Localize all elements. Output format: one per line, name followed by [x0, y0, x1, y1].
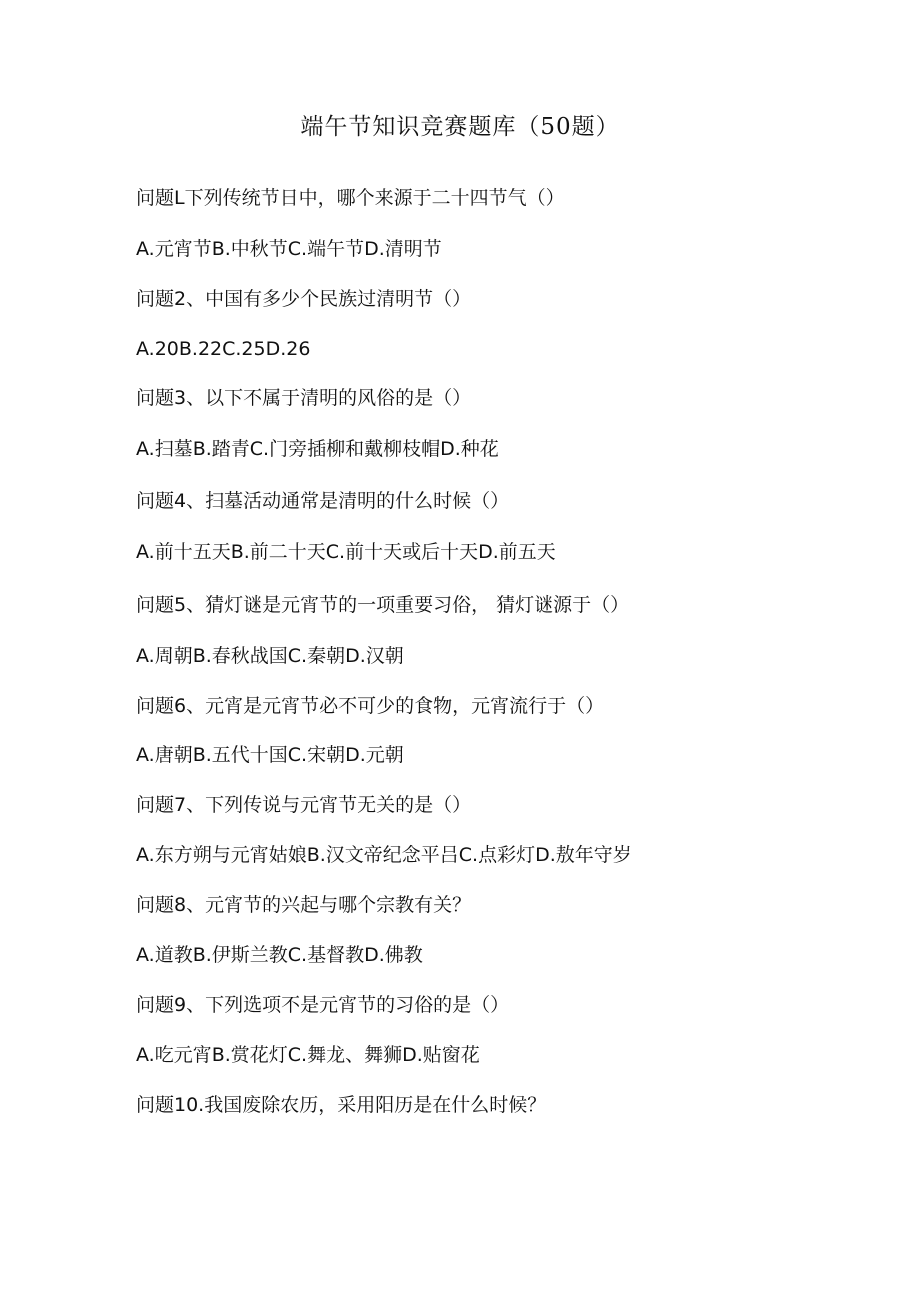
options-3: A.扫墓B.踏青C.门旁插柳和戴柳枝帽D.种花 [136, 438, 499, 460]
question-4: 问题4、扫墓活动通常是清明的什么时候（） [136, 490, 510, 512]
question-5: 问题5、猜灯谜是元宵节的一项重要习俗， 猜灯谜源于（） [136, 594, 630, 616]
options-2: A.20B.22C.25D.26 [136, 338, 311, 360]
question-6: 问题6、元宵是元宵节必不可少的食物，元宵流行于（） [136, 695, 605, 717]
question-8: 问题8、元宵节的兴起与哪个宗教有关？ [136, 894, 472, 916]
options-1: A.元宵节B.中秋节C.端午节D.清明节 [136, 238, 442, 260]
question-7: 问题7、下列传说与元宵节无关的是（） [136, 794, 472, 816]
question-3: 问题3、以下不属于清明的风俗的是（） [136, 387, 472, 409]
document-title: 端午节知识竞赛题库（50题） [300, 114, 620, 140]
question-1: 问题L下列传统节日中，哪个来源于二十四节气（） [136, 187, 565, 209]
question-2: 问题2、中国有多少个民族过清明节（） [136, 288, 472, 310]
options-7: A.东方朔与元宵姑娘B.汉文帝纪念平吕C.点彩灯D.敖年守岁 [136, 844, 632, 866]
options-6: A.唐朝B.五代十国C.宋朝D.元朝 [136, 744, 404, 766]
options-8: A.道教B.伊斯兰教C.基督教D.佛教 [136, 944, 423, 966]
options-9: A.吃元宵B.赏花灯C.舞龙、舞狮D.贴窗花 [136, 1044, 480, 1066]
question-10: 问题10.我国废除农历，采用阳历是在什么时候？ [136, 1094, 547, 1116]
options-5: A.周朝B.春秋战国C.秦朝D.汉朝 [136, 645, 404, 667]
question-9: 问题9、下列选项不是元宵节的习俗的是（） [136, 994, 510, 1016]
options-4: A.前十五天B.前二十天C.前十天或后十天D.前五天 [136, 541, 556, 563]
